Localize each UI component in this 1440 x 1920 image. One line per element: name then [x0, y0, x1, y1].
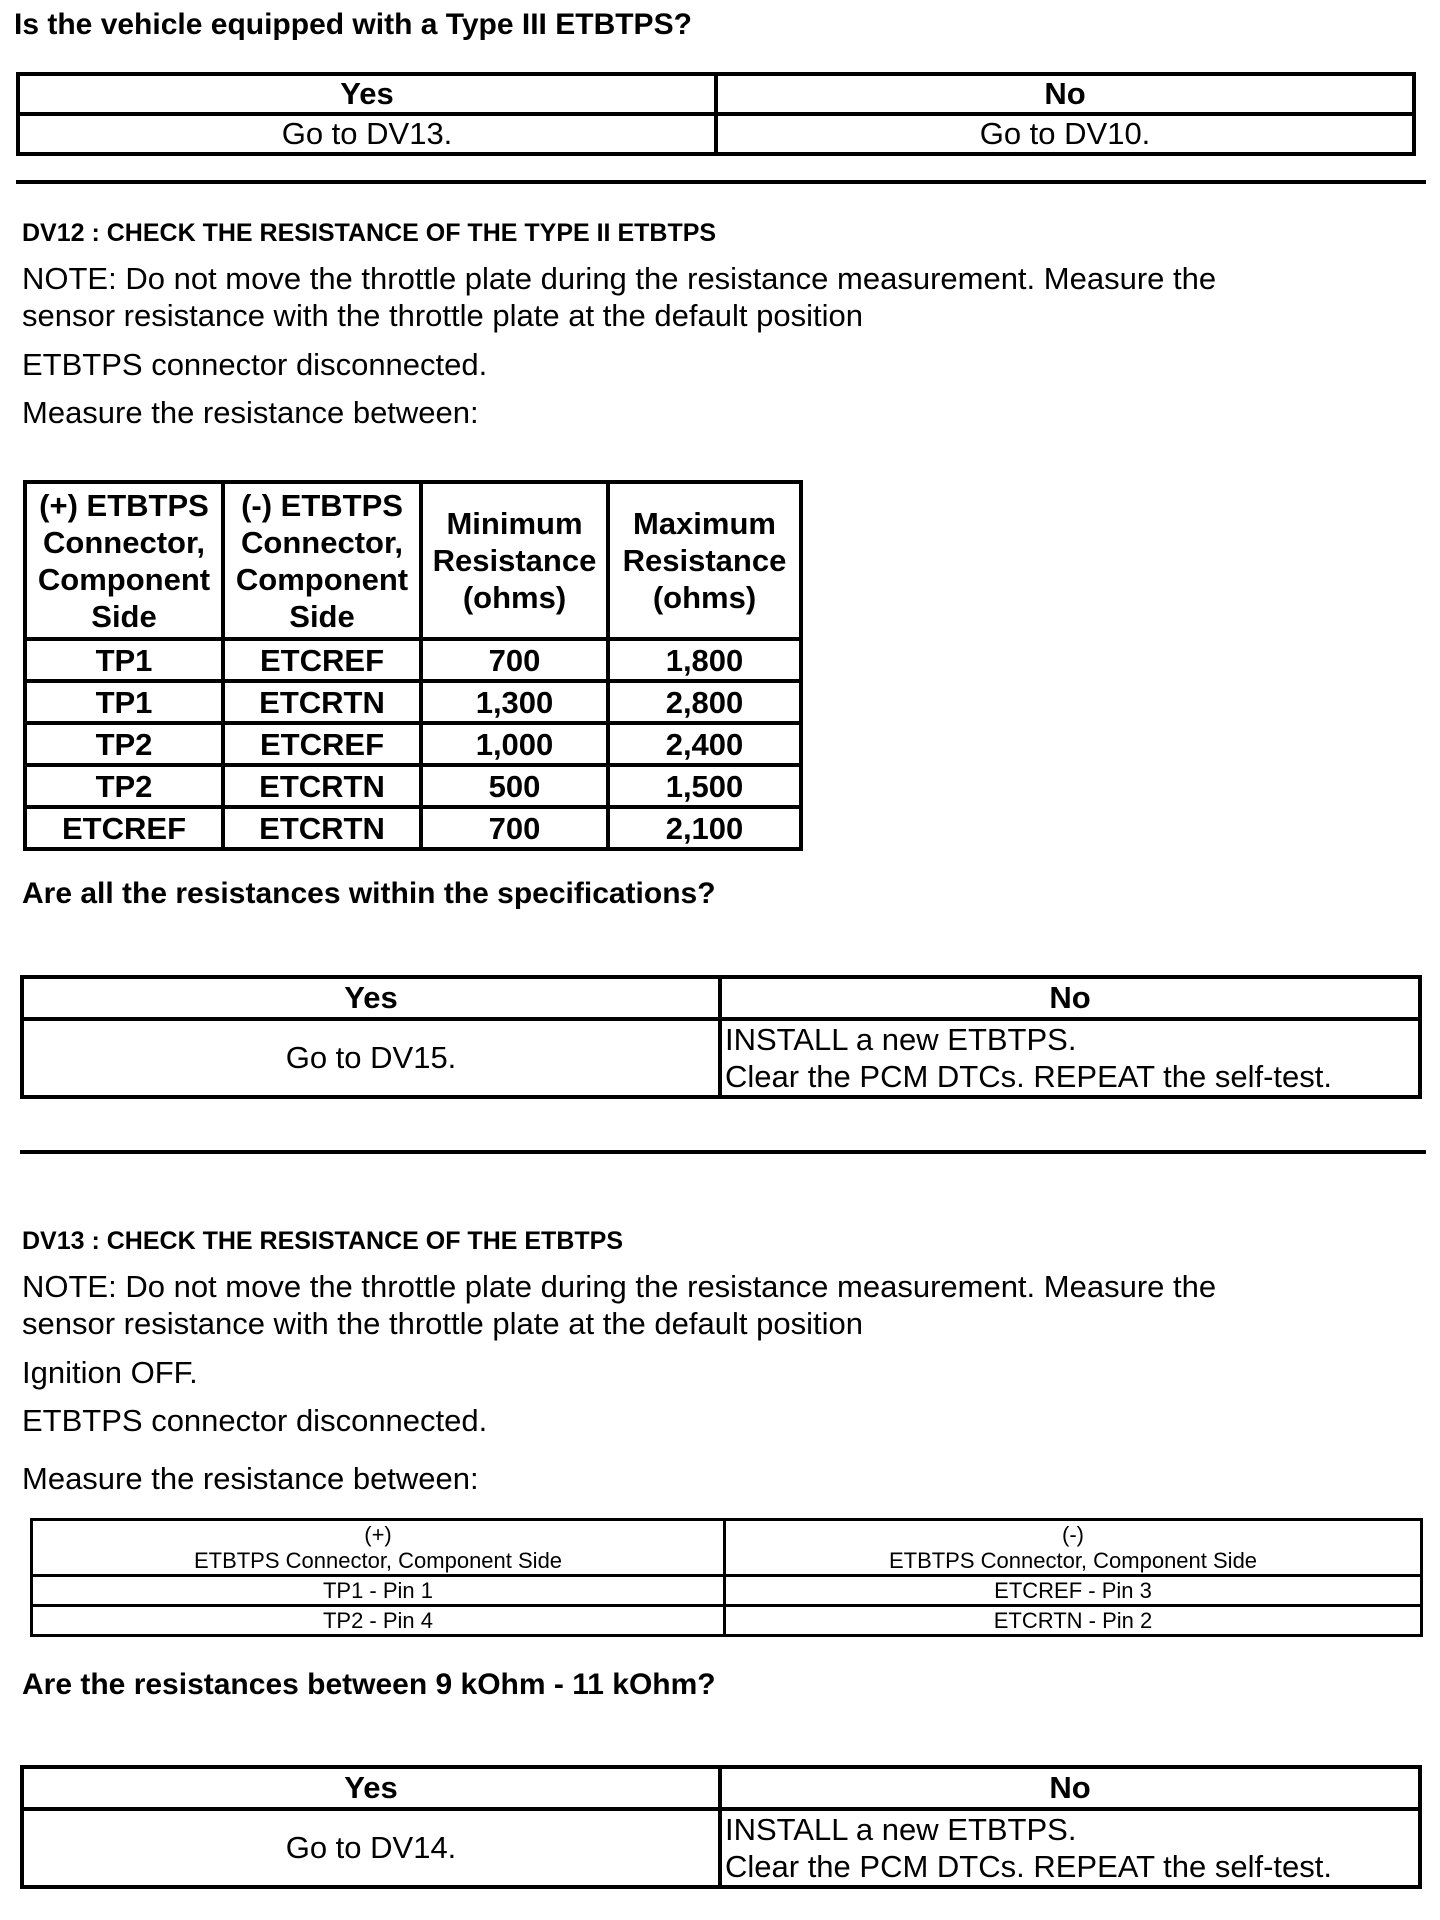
table-row: ETCREF ETCRTN 700 2,100 [25, 807, 801, 849]
dv13-title: DV13 : CHECK THE RESISTANCE OF THE ETBTPS [22, 1227, 623, 1255]
header-maximum-resistance: Maximum Resistance (ohms) [608, 482, 801, 639]
dv13-answer-table [20, 1765, 1422, 1889]
dv13-step-3: Measure the resistance between: [22, 1461, 479, 1496]
table-row: TP2 ETCRTN 500 1,500 [25, 765, 801, 807]
header-plus: (+) ETBTPS Connector, Component Side [32, 1520, 725, 1576]
type3-question: Is the vehicle equipped with a Type III ETBTPS? [14, 8, 692, 41]
type3-answer-table [16, 72, 1416, 156]
dv13-note-line1: NOTE: Do not move the throttle plate during the resistance measurement. Measure the [22, 1269, 1217, 1304]
dv12-title: DV12 : CHECK THE RESISTANCE OF THE TYPE II ETBTPS [22, 219, 717, 247]
header-minus-connector: (-) ETBTPS Connector, Component Side [223, 482, 421, 639]
dv12-step-2: Measure the resistance between: [22, 395, 479, 430]
yes-header: Yes [22, 977, 720, 1019]
table-row: TP2 - Pin 4 ETCRTN - Pin 2 [32, 1606, 1422, 1636]
dv13-step-1: Ignition OFF. [22, 1355, 198, 1390]
yes-header: Yes [22, 1767, 720, 1809]
yes-action: Go to DV14. [22, 1809, 720, 1887]
table-row: TP1 ETCRTN 1,300 2,800 [25, 681, 801, 723]
dv12-answer-table [20, 975, 1422, 1099]
dv13-pin-table [30, 1518, 1423, 1637]
no-action: INSTALL a new ETBTPS. Clear the PCM DTCs. REPEAT the self-test. [720, 1809, 1420, 1887]
yes-action: Go to DV15. [22, 1019, 720, 1097]
no-header: No [720, 1767, 1420, 1809]
header-plus-connector: (+) ETBTPS Connector, Component Side [25, 482, 223, 639]
no-action: Go to DV10. [716, 114, 1414, 154]
dv12-question: Are all the resistances within the specifications? [22, 877, 716, 910]
no-header: No [720, 977, 1420, 1019]
dv12-step-1: ETBTPS connector disconnected. [22, 347, 488, 382]
dv12-resistance-table [23, 480, 803, 851]
header-minimum-resistance: Minimum Resistance (ohms) [421, 482, 608, 639]
table-row: TP1 ETCREF 700 1,800 [25, 639, 801, 681]
divider [16, 180, 1426, 184]
dv13-question: Are the resistances between 9 kOhm - 11 kOhm? [22, 1668, 716, 1701]
table-row: TP1 - Pin 1 ETCREF - Pin 3 [32, 1576, 1422, 1606]
yes-action: Go to DV13. [18, 114, 716, 154]
header-minus: (-) ETBTPS Connector, Component Side [725, 1520, 1422, 1576]
divider [20, 1150, 1426, 1154]
no-header: No [716, 74, 1414, 114]
dv12-note-line2: sensor resistance with the throttle plate at the default position [22, 298, 863, 333]
table-row: TP2 ETCREF 1,000 2,400 [25, 723, 801, 765]
dv13-note-line2: sensor resistance with the throttle plate at the default position [22, 1306, 863, 1341]
no-action: INSTALL a new ETBTPS. Clear the PCM DTCs. REPEAT the self-test. [720, 1019, 1420, 1097]
dv13-step-2: ETBTPS connector disconnected. [22, 1403, 488, 1438]
yes-header: Yes [18, 74, 716, 114]
dv12-note-line1: NOTE: Do not move the throttle plate during the resistance measurement. Measure the [22, 261, 1217, 296]
